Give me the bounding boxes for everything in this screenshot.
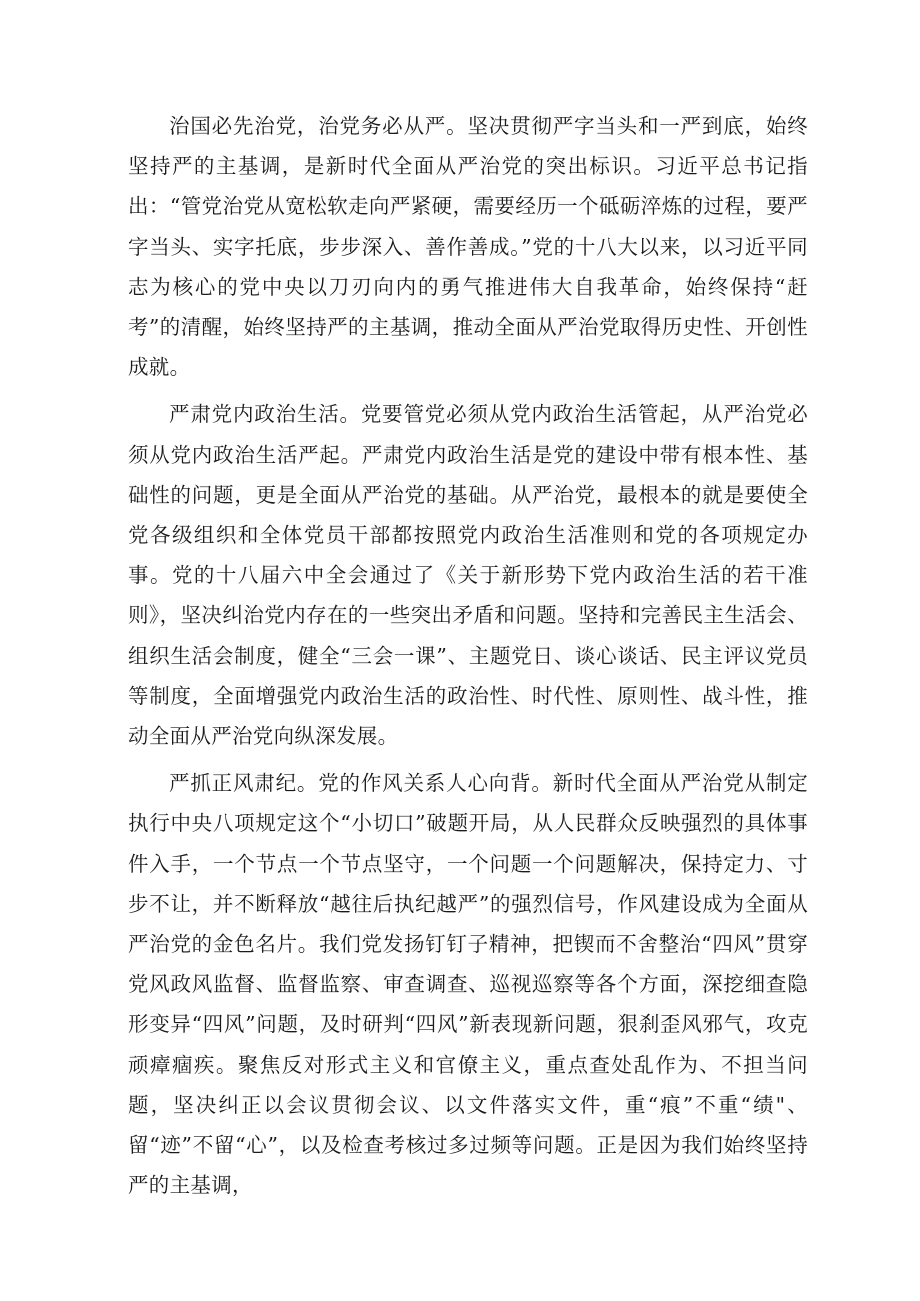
- paragraph-3: 严抓正风肃纪。党的作风关系人心向背。新时代全面从严治党从制定执行中央八项规定这个“小切口”破题开局，从人民群众反映强烈的具体事件入手，一个节点一个节点坚守，一个问题一个问题解决，保持定力、寸步不让，并不断释放“越往后执纪越严”的强烈信号，作风建设成为全面从严治党的金色名片。我们党发扬钉钉子精神，把锲而不舍整治“四风”贯穿党风政风监督、监督监察、审查调查、巡视巡察等各个方面，深挖细查隐形变异“四风”问题，及时研判“四风”新表现新问题，狠刹歪风邪气，攻克顽瘴痼疾。聚焦反对形式主义和官僚主义，重点查处乱作为、不担当问题，坚决纠正以会议贯彻会议、以文件落实文件，重“痕”不重“绩"、留“迹”不留“心”，以及检查考核过多过频等问题。正是因为我们始终坚持严的主基调，: [128, 771, 808, 1198]
- paragraph-1: 治国必先治党，治党务必从严。坚决贯彻严字当头和一严到底，始终坚持严的主基调，是新时代全面从严治党的突出标识。习近平总书记指出：“管党治党从宽松软走向严紧硬，需要经历一个砥砺淬炼的过程，要严字当头、实字托底，步步深入、善作善成。”党的十八大以来，以习近平同志为核心的党中央以刀刃向内的勇气推进伟大自我革命，始终保持“赶考”的清醒，始终坚持严的主基调，推动全面从严治党取得历史性、开创性成就。: [128, 114, 808, 380]
- document-body: [128, 106, 808, 1212]
- paragraph-2: 严肃党内政治生活。党要管党必须从党内政治生活管起，从严治党必须从党内政治生活严起。严肃党内政治生活是党的建设中带有根本性、基础性的问题，更是全面从严治党的基础。从严治党，最根本的就是要使全党各级组织和全体党员干部都按照党内政治生活准则和党的各项规定办事。党的十八届六中全会通过了《关于新形势下党内政治生活的若干准则》，坚决纠治党内存在的一些突出矛盾和问题。坚持和完善民主生活会、组织生活会制度，健全“三会一课”、主题党日、谈心谈话、民主评议党员等制度，全面增强党内政治生活的政治性、时代性、原则性、战斗性，推动全面从严治党向纵深发展。: [128, 402, 808, 749]
